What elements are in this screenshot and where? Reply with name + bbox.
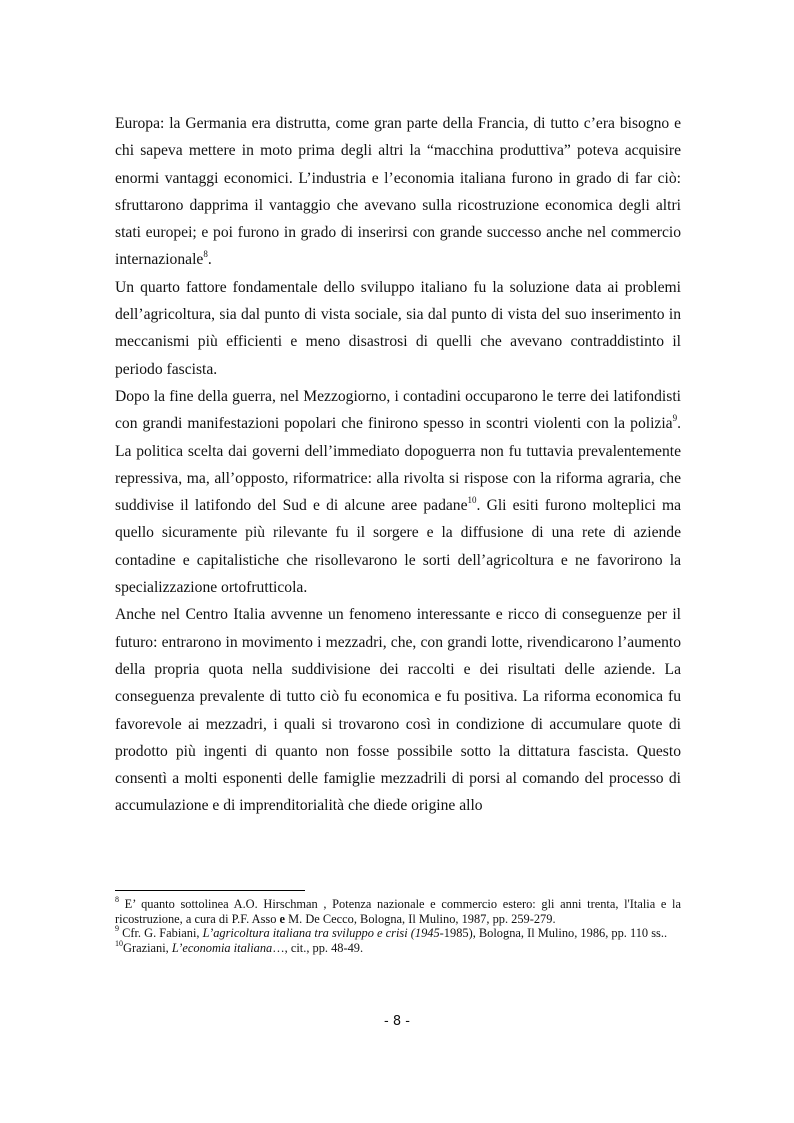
footnote-ref-10: 10 [467,494,477,505]
footnote-ref-9: 9 [672,413,678,424]
footnote-10: $^{10}$Graziani, L’economia italiana…, cit., pp. 48-49. [115,938,364,955]
footnotes [115,894,681,955]
paragraph: Dopo la fine della guerra, nel Mezzogiorno, i contadini occuparono le terre dei latifondisti con grandi manifestazioni popolari che finirono spesso in scontri violenti con la polizia$^9$. La politica scelta dai governi dell’immediato dopoguerra non fu tuttavia prevalentemente repressiva, ma, all’opposto, riformatrice: alla rivolta si rispose con la riforma agraria, che suddivise il latifondo del Sud e di alcune aree padane$^{10}$. Gli esiti furono molteplici ma quello sicuramente più rilevante fu il sorgere e la diffusione di una rete di aziende contadine e capitalistiche che risollevarono le sorti dell’agricoltura e ne favorirono la specializzazione ortofrutticola. [115,387,681,597]
main-text [115,110,681,820]
paragraph: Un quarto fattore fondamentale dello sviluppo italiano fu la soluzione data ai problemi dell’agricoltura, sia dal punto di vista sociale, sia dal punto di vista del suo inserimento in meccanismi più efficienti e meno disastrosi di quelli che avevano contraddistinto il periodo fascista. [115,278,681,378]
page-number: - 8 - [384,1014,410,1029]
paragraph: Anche nel Centro Italia avvenne un fenomeno interessante e ricco di conseguenze per il futuro: entrarono in movimento i mezzadri, che, con grandi lotte, rivendicarono l’aumento della propria quota nella suddivisione dei raccolti e dei risultati delle aziende. La conseguenza prevalente di tutto ciò fu economica e fu positiva. La riforma economica fu favorevole ai mezzadri, i quali si trovarono così in condizione di accumulare quote di prodotto più ingenti di quanto non fosse possibile sotto la dittatura fascista. Questo consentì a molti esponenti delle famiglie mezzadrili di porsi al comando del processo di accumulazione e di imprenditorialità che diede origine allo [115,606,681,815]
paragraph: Europa: la Germania era distrutta, come gran parte della Francia, di tutto c’era bisogno e chi sapeva mettere in moto prima degli altri la “macchina produttiva” poteva acquisire enormi vantaggi economici. L’industria e l’economia italiana furono in grado di far ciò: sfruttarono dapprima il vantaggio che avevano sulla ricostruzione economica degli altri stati europei; e poi furono in grado di inserirsi con grande successo anche nel commercio internazionale$^8$. [115,115,681,269]
footnote-separator [115,890,305,891]
footnote-8: $^8$ E’ quanto sottolinea A.O. Hirschman , Potenza nazionale e commercio estero: gli anni trenta, l'Italia e la ricostruzione, a cura di P.F. Asso e M. De Cecco, Bologna, Il Mulino, 1987, pp. 259-279. [115,894,681,926]
footnote-9: $^9$ Cfr. G. Fabiani, L’agricoltura italiana tra sviluppo e crisi (1945-1985), Bologna, Il Mulino, 1986, pp. 110 ss.. [115,924,668,941]
footnote-ref-8: 8 [203,249,208,260]
